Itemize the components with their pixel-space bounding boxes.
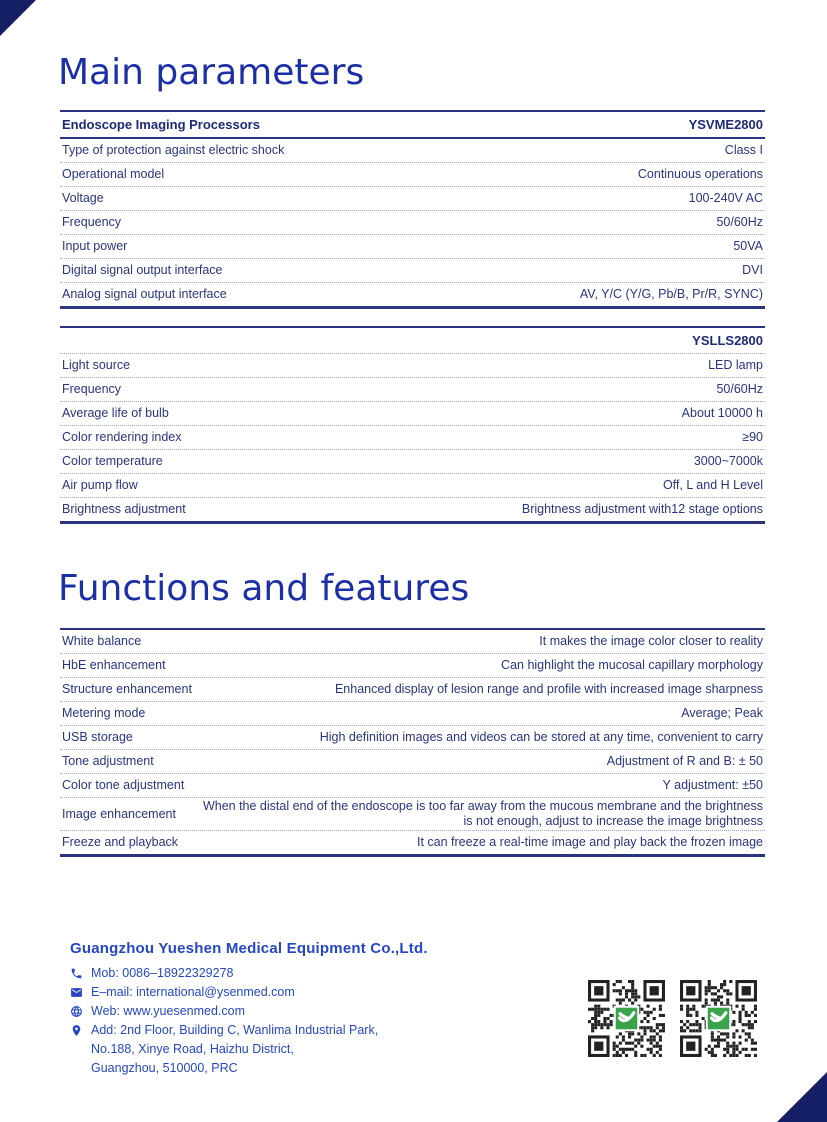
spec-row bbox=[60, 139, 765, 163]
contact-text: Mob: 0086–18922329278 bbox=[91, 966, 234, 980]
spec-label: Tone adjustment bbox=[62, 754, 154, 768]
spec-row bbox=[60, 402, 765, 426]
company-name: Guangzhou Yueshen Medical Equipment Co.,Ltd. bbox=[70, 940, 428, 957]
spec-row bbox=[60, 426, 765, 450]
spec-row bbox=[60, 211, 765, 235]
spec-row bbox=[60, 163, 765, 187]
spec-label: Frequency bbox=[62, 382, 122, 396]
contact-text: Web: www.yuesenmed.com bbox=[91, 1004, 245, 1018]
spec-label: Freeze and playback bbox=[62, 835, 179, 849]
imaging-processor-spec-table bbox=[60, 110, 765, 309]
spec-value: Class I bbox=[724, 143, 763, 157]
spec-row bbox=[60, 831, 765, 854]
spec-label: Average life of bulb bbox=[62, 406, 169, 420]
spec-value: 50/60Hz bbox=[716, 382, 763, 396]
phone-icon bbox=[70, 967, 83, 980]
spec-value: 50VA bbox=[733, 239, 763, 253]
spec-value: About 10000 h bbox=[681, 406, 763, 420]
spec-value: Average; Peak bbox=[681, 706, 763, 720]
spec-row bbox=[60, 498, 765, 521]
spec-value: 100-240V AC bbox=[688, 191, 763, 205]
qr-code-right bbox=[680, 980, 757, 1057]
spec-row bbox=[60, 283, 765, 306]
email-icon bbox=[70, 986, 83, 999]
spec-value: Enhanced display of lesion range and profile with increased image sharpness bbox=[334, 682, 763, 696]
spec-label: Structure enhancement bbox=[62, 682, 192, 696]
corner-triangle-bottom-right-decoration bbox=[777, 1072, 827, 1122]
spec-label: HbE enhancement bbox=[62, 658, 166, 672]
contact-extra-line: Guangzhou, 510000, PRC bbox=[91, 1061, 238, 1075]
spec-value: When the distal end of the endoscope is too far away from the mucous membrane and the brightness is not enough, adjust to increase the image brightness bbox=[202, 799, 763, 828]
spec-label: Digital signal output interface bbox=[62, 263, 223, 277]
spec-value: LED lamp bbox=[708, 358, 763, 372]
spec-label: Image enhancement bbox=[62, 806, 176, 821]
table-header-model: YSLLS2800 bbox=[692, 333, 763, 348]
spec-label: Color temperature bbox=[62, 454, 163, 468]
spec-label: Frequency bbox=[62, 215, 122, 229]
spec-value: 50/60Hz bbox=[716, 215, 763, 229]
spec-value: AV, Y/C (Y/G, Pb/B, Pr/R, SYNC) bbox=[579, 287, 763, 301]
spec-label: Input power bbox=[62, 239, 128, 253]
spec-value: Brightness adjustment with12 stage options bbox=[521, 502, 763, 516]
spec-row bbox=[60, 259, 765, 283]
spec-row bbox=[60, 654, 765, 678]
corner-triangle-top-left-decoration bbox=[0, 0, 36, 36]
contact-line bbox=[70, 983, 540, 1002]
spec-value: High definition images and videos can be stored at any time, convenient to carry bbox=[319, 730, 763, 744]
spec-label: Operational model bbox=[62, 167, 165, 181]
spec-value: DVI bbox=[742, 263, 763, 277]
spec-value: 3000~7000k bbox=[693, 454, 763, 468]
spec-value: ≥90 bbox=[742, 430, 763, 444]
spec-row bbox=[60, 354, 765, 378]
spec-row bbox=[60, 798, 765, 831]
contact-text: E–mail: international@ysenmed.com bbox=[91, 985, 295, 999]
spec-label: White balance bbox=[62, 634, 142, 648]
contact-line bbox=[70, 1002, 540, 1021]
spec-row bbox=[60, 750, 765, 774]
spec-row bbox=[60, 678, 765, 702]
spec-row bbox=[60, 378, 765, 402]
spec-label: Light source bbox=[62, 358, 131, 372]
spec-value: Y adjustment: ±50 bbox=[662, 778, 763, 792]
spec-label: Type of protection against electric shock bbox=[62, 143, 285, 157]
main-parameters-title: Main parameters bbox=[58, 52, 365, 93]
table-header-row bbox=[60, 112, 765, 139]
contact-text: Add: 2nd Floor, Building C, Wanlima Industrial Park, bbox=[91, 1023, 379, 1037]
spec-label: Voltage bbox=[62, 191, 104, 205]
functions-features-table bbox=[60, 628, 765, 857]
spec-value: It can freeze a real-time image and play back the frozen image bbox=[416, 835, 763, 849]
spec-row bbox=[60, 774, 765, 798]
spec-label: Analog signal output interface bbox=[62, 287, 227, 301]
spec-row bbox=[60, 630, 765, 654]
spec-label: USB storage bbox=[62, 730, 133, 744]
spec-label: Air pump flow bbox=[62, 478, 138, 492]
spec-row bbox=[60, 474, 765, 498]
functions-features-title: Functions and features bbox=[58, 568, 470, 609]
qr-code-group bbox=[588, 980, 757, 1057]
spec-label: Color rendering index bbox=[62, 430, 182, 444]
contact-list bbox=[70, 964, 540, 1078]
qr-code-left bbox=[588, 980, 665, 1057]
spec-value: Can highlight the mucosal capillary morphology bbox=[501, 658, 763, 672]
spec-value: Adjustment of R and B: ± 50 bbox=[606, 754, 763, 768]
contact-line bbox=[70, 964, 540, 983]
table-header-label: Endoscope Imaging Processors bbox=[62, 117, 260, 132]
spec-value: Continuous operations bbox=[637, 167, 763, 181]
globe-icon bbox=[70, 1005, 83, 1018]
contact-extra-line: No.188, Xinye Road, Haizhu District, bbox=[91, 1042, 294, 1056]
spec-label: Brightness adjustment bbox=[62, 502, 186, 516]
footer bbox=[70, 940, 540, 1078]
spec-row bbox=[60, 235, 765, 259]
spec-row bbox=[60, 702, 765, 726]
spec-row bbox=[60, 450, 765, 474]
spec-value: It makes the image color closer to reality bbox=[539, 634, 763, 648]
spec-row bbox=[60, 187, 765, 211]
spec-row bbox=[60, 726, 765, 750]
location-icon bbox=[70, 1024, 83, 1037]
spec-label: Metering mode bbox=[62, 706, 146, 720]
spec-label: Color tone adjustment bbox=[62, 778, 185, 792]
spec-value: Off, L and H Level bbox=[662, 478, 763, 492]
table-header-row bbox=[60, 328, 765, 354]
table-header-model: YSVME2800 bbox=[688, 117, 763, 132]
contact-line bbox=[70, 1021, 540, 1040]
light-source-spec-table bbox=[60, 326, 765, 524]
